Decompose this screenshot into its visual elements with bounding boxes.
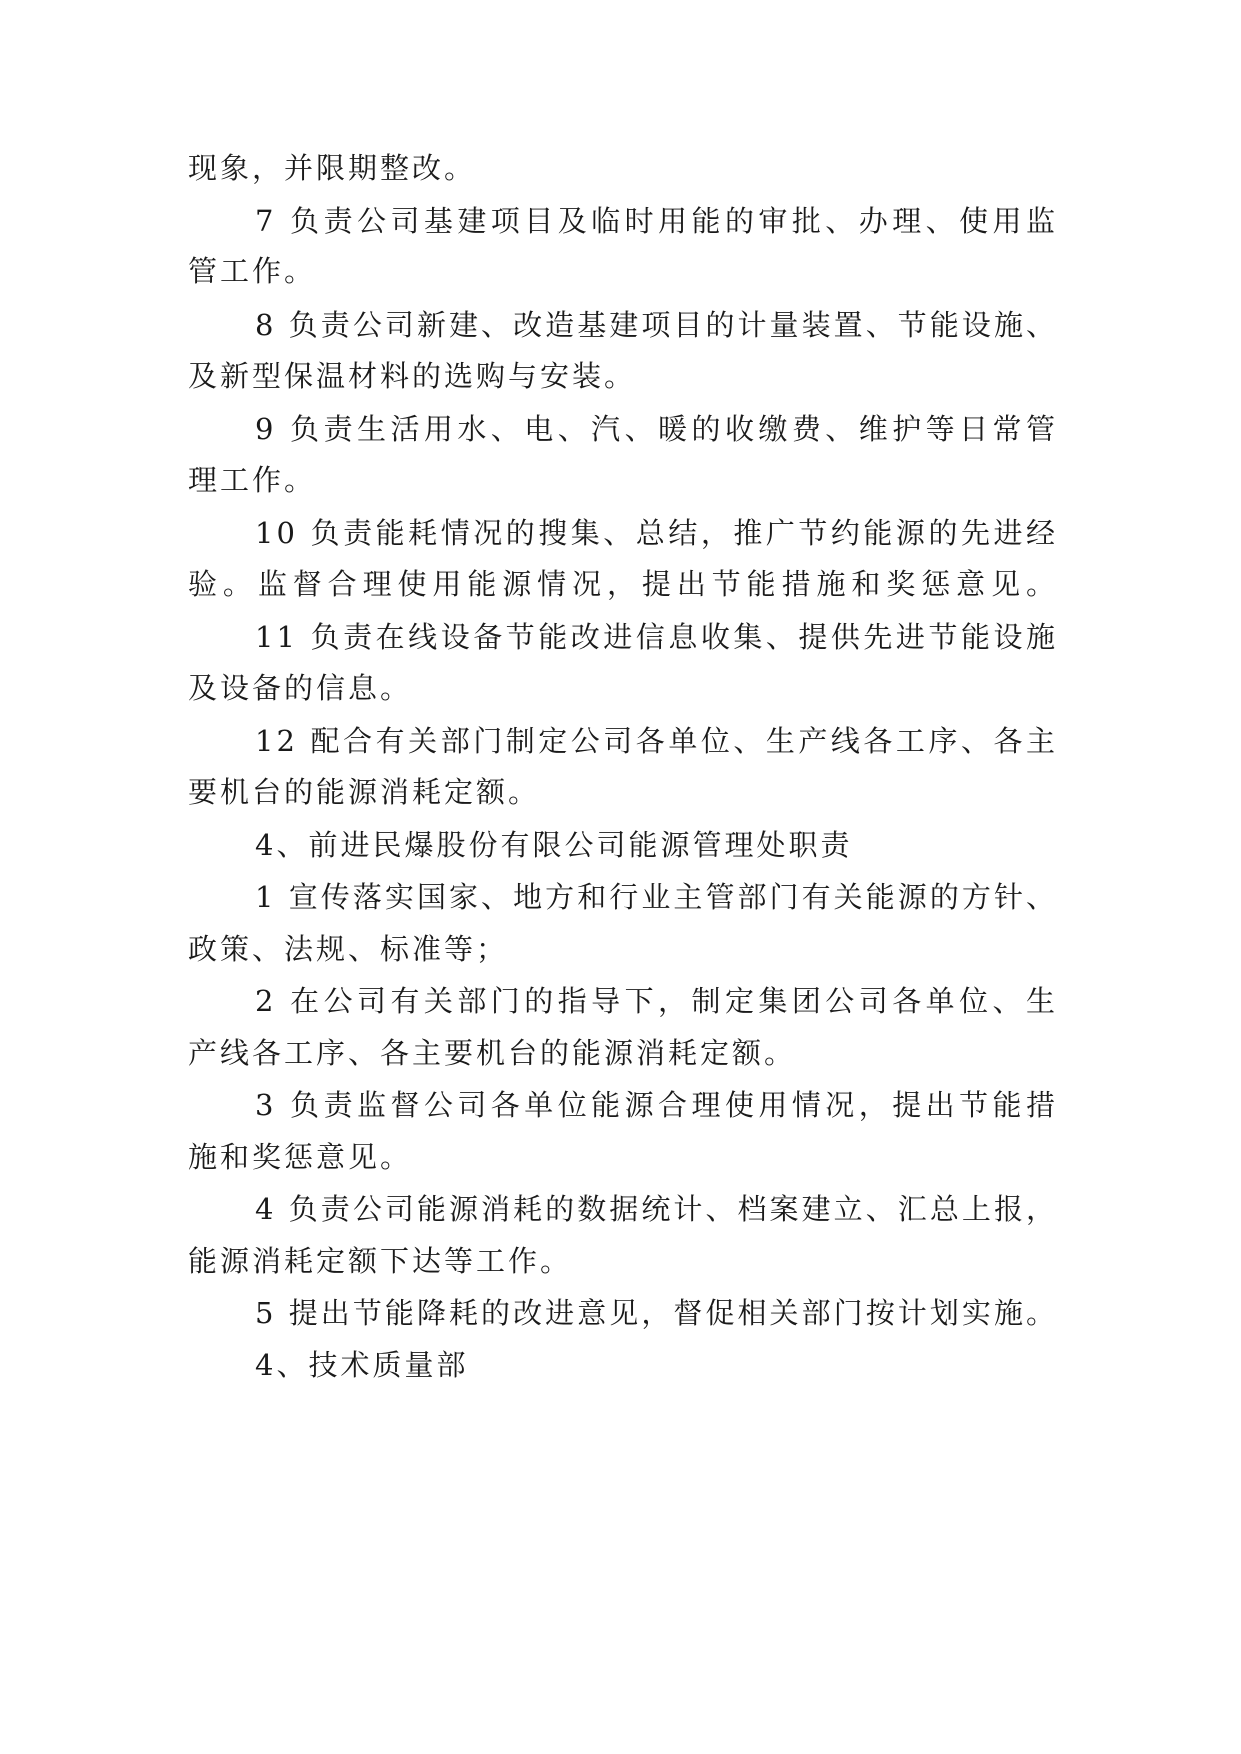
text-line: 5 提出节能降耗的改进意见，督促相关部门按计划实施。 bbox=[255, 1296, 1058, 1330]
text-line: 及新型保温材料的选购与安装。 bbox=[188, 359, 637, 393]
text-line: 施和奖惩意见。 bbox=[188, 1140, 413, 1174]
text-line: 7 负责公司基建项目及临时用能的审批、办理、使用监 bbox=[255, 204, 1058, 238]
section-heading: 4、前进民爆股份有限公司能源管理处职责 bbox=[255, 828, 853, 862]
text-line: 4 负责公司能源消耗的数据统计、档案建立、汇总上报， bbox=[255, 1192, 1058, 1226]
text-line: 1 宣传落实国家、地方和行业主管部门有关能源的方针、 bbox=[255, 880, 1058, 914]
text-line: 2 在公司有关部门的指导下，制定集团公司各单位、生 bbox=[255, 984, 1058, 1018]
text-line: 及设备的信息。 bbox=[188, 671, 413, 705]
section-heading: 4、技术质量部 bbox=[255, 1348, 469, 1382]
text-line: 10 负责能耗情况的搜集、总结，推广节约能源的先进经 bbox=[255, 516, 1058, 550]
text-line: 9 负责生活用水、电、汽、暖的收缴费、维护等日常管 bbox=[255, 412, 1058, 446]
text-line: 产线各工序、各主要机台的能源消耗定额。 bbox=[188, 1036, 797, 1070]
text-line: 8 负责公司新建、改造基建项目的计量装置、节能设施、 bbox=[255, 308, 1058, 342]
text-line: 3 负责监督公司各单位能源合理使用情况，提出节能措 bbox=[255, 1088, 1058, 1122]
text-line: 政策、法规、标准等； bbox=[188, 932, 509, 966]
text-line: 现象，并限期整改。 bbox=[188, 151, 477, 185]
text-line: 验。监督合理使用能源情况，提出节能措施和奖惩意见。 bbox=[188, 567, 1058, 601]
text-line: 12 配合有关部门制定公司各单位、生产线各工序、各主 bbox=[255, 724, 1058, 758]
text-line: 11 负责在线设备节能改进信息收集、提供先进节能设施 bbox=[255, 620, 1058, 654]
text-line: 要机台的能源消耗定额。 bbox=[188, 775, 541, 809]
text-line: 管工作。 bbox=[188, 254, 317, 288]
text-line: 理工作。 bbox=[188, 463, 317, 497]
text-line: 能源消耗定额下达等工作。 bbox=[188, 1244, 573, 1278]
